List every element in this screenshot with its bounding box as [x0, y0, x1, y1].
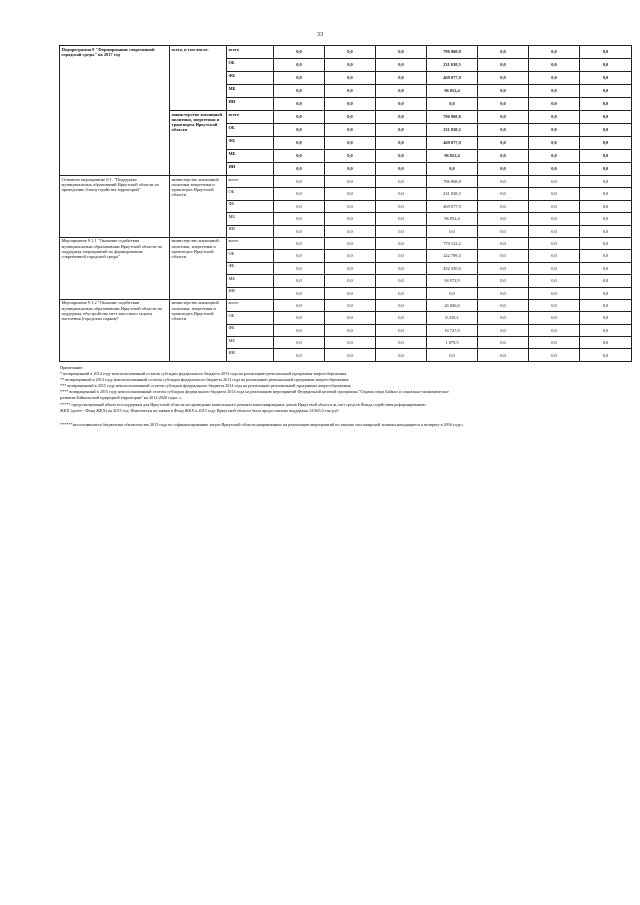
value-cell: 0,0	[478, 188, 529, 200]
value-cell: 0,0	[274, 225, 325, 237]
value-cell: 0,0	[478, 213, 529, 225]
note-line: **** возвращенный в 2015 году неиспользованный остаток субсидии федерального бюджета 2014 года на реализацию мероприятий Федеральной целевой программы "Охрана озера Байкал и социально-экономическое	[60, 389, 449, 395]
performer-cell: министерство жилищной политики, энергетики и транспорта Иркутской области	[170, 111, 227, 176]
value-cell: 0,0	[376, 59, 427, 72]
funding-source-cell: МБ	[227, 85, 274, 98]
funding-source-cell: всего	[227, 176, 274, 188]
value-cell: 0,0	[325, 349, 376, 361]
value-cell: 0,0	[478, 59, 529, 72]
budget-table	[59, 45, 632, 362]
value-cell: 0,0	[478, 349, 529, 361]
value-cell: 0,0	[325, 163, 376, 176]
value-cell: 0,0	[274, 72, 325, 85]
funding-source-cell: ИИ	[227, 98, 274, 111]
funding-source-cell: МБ	[227, 337, 274, 349]
value-cell: 96 852,4	[427, 150, 478, 163]
value-cell: 0,0	[478, 124, 529, 137]
value-cell: 796 968,8	[427, 46, 478, 59]
value-cell: 0,0	[325, 262, 376, 274]
value-cell: 0,0	[325, 46, 376, 59]
value-cell: 0,0	[529, 46, 580, 59]
value-cell: 0,0	[529, 72, 580, 85]
value-cell: 0,0	[580, 299, 632, 311]
value-cell: 0,0	[580, 59, 632, 72]
value-cell: 0,0	[580, 337, 632, 349]
value-cell: 0,0	[325, 237, 376, 249]
value-cell: 0,0	[478, 72, 529, 85]
value-cell: 0,0	[580, 85, 632, 98]
value-cell: 0,0	[274, 59, 325, 72]
value-cell: 0,0	[274, 275, 325, 287]
value-cell: 0,0	[376, 275, 427, 287]
value-cell: 0,0	[478, 324, 529, 336]
notes-lines	[60, 371, 590, 414]
notes-section	[60, 365, 590, 428]
value-cell: 0,0	[580, 72, 632, 85]
value-cell: 0,0	[427, 287, 478, 299]
value-cell: 0,0	[580, 176, 632, 188]
funding-source-cell: МБ	[227, 150, 274, 163]
value-cell: 0,0	[274, 337, 325, 349]
value-cell: 231 038,5	[427, 59, 478, 72]
value-cell: 0,0	[529, 163, 580, 176]
value-cell: 0,0	[529, 213, 580, 225]
value-cell: 0,0	[274, 299, 325, 311]
value-cell: 0,0	[529, 98, 580, 111]
value-cell: 0,0	[427, 163, 478, 176]
performer-cell: министерство жилищной политики, энергетики и транспорта Иркутской области	[170, 237, 227, 299]
value-cell: 8 239,2	[427, 312, 478, 324]
value-cell: 96 852,4	[427, 85, 478, 98]
value-cell: 0,0	[274, 349, 325, 361]
value-cell: 0,0	[376, 250, 427, 262]
value-cell: 0,0	[529, 275, 580, 287]
note-line: ** возвращенный в 2014 году неиспользованный остаток субсидии федерального бюджета 2013 года на реализацию региональной программы энергосбережения.	[60, 377, 350, 383]
value-cell: 0,0	[376, 225, 427, 237]
value-cell: 0,0	[376, 262, 427, 274]
value-cell: 469 077,9	[427, 72, 478, 85]
value-cell: 0,0	[478, 337, 529, 349]
funding-source-cell: ОБ	[227, 312, 274, 324]
funding-source-cell: ИИ	[227, 163, 274, 176]
value-cell: 0,0	[580, 349, 632, 361]
value-cell: 0,0	[376, 349, 427, 361]
value-cell: 0,0	[274, 324, 325, 336]
value-cell: 0,0	[529, 85, 580, 98]
funding-source-cell: ОБ	[227, 250, 274, 262]
value-cell: 0,0	[376, 150, 427, 163]
value-cell: 0,0	[478, 225, 529, 237]
performer-cell: министерство жилищной политики, энергетики и транспорта Иркутской области	[170, 299, 227, 361]
funding-source-cell: ФБ	[227, 262, 274, 274]
funding-source-cell: МБ	[227, 213, 274, 225]
value-cell: 0,0	[376, 188, 427, 200]
value-cell: 0,0	[376, 111, 427, 124]
note-line: развитие Байкальской природной территории" на 2012-2020 годы. ».	[60, 395, 183, 401]
funding-source-cell: ФБ	[227, 137, 274, 150]
value-cell: 0,0	[274, 150, 325, 163]
value-cell: 0,0	[478, 85, 529, 98]
value-cell: 0,0	[478, 150, 529, 163]
value-cell: 0,0	[325, 85, 376, 98]
value-cell: 0,0	[427, 98, 478, 111]
value-cell: 0,0	[274, 46, 325, 59]
value-cell: 0,0	[478, 176, 529, 188]
value-cell: 0,0	[325, 176, 376, 188]
value-cell: 0,0	[529, 176, 580, 188]
value-cell: 0,0	[376, 46, 427, 59]
value-cell: 0,0	[529, 150, 580, 163]
value-cell: 0,0	[478, 250, 529, 262]
value-cell: 0,0	[376, 98, 427, 111]
value-cell: 796 968,8	[427, 176, 478, 188]
value-cell: 0,0	[274, 124, 325, 137]
value-cell: 0,0	[376, 137, 427, 150]
value-cell: 0,0	[478, 111, 529, 124]
funding-source-cell: МБ	[227, 275, 274, 287]
value-cell: 0,0	[529, 324, 580, 336]
funding-source-cell: ФБ	[227, 324, 274, 336]
funding-source-cell: ОБ	[227, 188, 274, 200]
page-number: 33	[316, 31, 324, 38]
value-cell: 0,0	[529, 250, 580, 262]
program-name-cell: Мероприятие 9.1.1 "Оказание содействия муниципальным образованиям Иркутской области на поддержку мероприятий по формированию современной городской среды"	[60, 237, 170, 299]
value-cell: 0,0	[478, 237, 529, 249]
note-line: ***** предусмотренный объем господдержки для Иркутской области на проведение капитального ремонта многоквартирных домов Иркутской области за счет средств Фонда содействия реформированию	[60, 401, 426, 407]
value-cell: 0,0	[580, 150, 632, 163]
value-cell: 0,0	[580, 312, 632, 324]
value-cell: 0,0	[580, 137, 632, 150]
funding-source-cell: ИИ	[227, 349, 274, 361]
value-cell: 0,0	[325, 299, 376, 311]
value-cell: 0,0	[580, 324, 632, 336]
value-cell: 0,0	[325, 213, 376, 225]
value-cell: 0,0	[580, 262, 632, 274]
value-cell: 0,0	[580, 163, 632, 176]
value-cell: 0,0	[376, 312, 427, 324]
value-cell: 0,0	[274, 262, 325, 274]
value-cell: 0,0	[580, 237, 632, 249]
value-cell: 0,0	[325, 250, 376, 262]
funding-source-cell: всего	[227, 237, 274, 249]
value-cell: 0,0	[325, 111, 376, 124]
program-name-cell: Основное мероприятие 9.1. "Поддержка муниципальных образований Иркутской области по проведению благоустройства территорий"	[60, 176, 170, 238]
value-cell: 0,0	[376, 124, 427, 137]
funding-source-cell: всего	[227, 46, 274, 59]
funding-source-cell: ИИ	[227, 225, 274, 237]
value-cell: 0,0	[274, 312, 325, 324]
value-cell: 0,0	[529, 262, 580, 274]
funding-source-cell: ОБ	[227, 124, 274, 137]
value-cell: 0,0	[478, 137, 529, 150]
value-cell: 96 852,4	[427, 213, 478, 225]
value-cell: 0,0	[325, 72, 376, 85]
value-cell: 0,0	[580, 250, 632, 262]
value-cell: 0,0	[529, 137, 580, 150]
value-cell: 0,0	[274, 163, 325, 176]
value-cell: 0,0	[529, 299, 580, 311]
table-row	[60, 299, 632, 311]
value-cell: 0,0	[478, 46, 529, 59]
value-cell: 0,0	[478, 262, 529, 274]
value-cell: 0,0	[274, 287, 325, 299]
value-cell: 0,0	[274, 200, 325, 212]
value-cell: 0,0	[325, 287, 376, 299]
table-row	[60, 237, 632, 249]
value-cell: 770 122,2	[427, 237, 478, 249]
value-cell: 1 879,5	[427, 337, 478, 349]
value-cell: 0,0	[478, 98, 529, 111]
value-cell: 0,0	[325, 225, 376, 237]
value-cell: 0,0	[478, 287, 529, 299]
value-cell: 0,0	[529, 225, 580, 237]
note-line: *** возвращенный в 2015 году неиспользованный остаток субсидии федерального бюджета 2014 года на реализацию региональной программы энергосбережения.	[60, 383, 352, 389]
value-cell: 0,0	[325, 324, 376, 336]
value-cell: 0,0	[529, 188, 580, 200]
value-cell: 231 038,5	[427, 188, 478, 200]
value-cell: 0,0	[580, 46, 632, 59]
value-cell: 0,0	[376, 299, 427, 311]
value-cell: 0,0	[376, 163, 427, 176]
value-cell: 16 727,9	[427, 324, 478, 336]
funding-source-cell: ОБ	[227, 59, 274, 72]
value-cell: 0,0	[529, 124, 580, 137]
value-cell: 0,0	[580, 225, 632, 237]
value-cell: 0,0	[325, 200, 376, 212]
value-cell: 469 077,9	[427, 200, 478, 212]
funding-source-cell: всего	[227, 111, 274, 124]
value-cell: 469 077,9	[427, 137, 478, 150]
note-line: ЖКХ (далее - Фонд ЖКХ) на 2015 год. Фактически на заявки в Фонд ЖКХ в 2015 году Иркутской области была предоставлена поддержка 14 665,4 тыс.руб	[60, 407, 339, 413]
budget-table-body	[60, 46, 632, 362]
table-row	[60, 176, 632, 188]
value-cell: 0,0	[274, 85, 325, 98]
value-cell: 0,0	[274, 250, 325, 262]
value-cell: 0,0	[325, 275, 376, 287]
value-cell: 0,0	[274, 237, 325, 249]
value-cell: 0,0	[478, 275, 529, 287]
value-cell: 0,0	[478, 312, 529, 324]
value-cell: 0,0	[478, 200, 529, 212]
value-cell: 0,0	[529, 287, 580, 299]
value-cell: 0,0	[376, 287, 427, 299]
value-cell: 0,0	[529, 349, 580, 361]
value-cell: 0,0	[376, 176, 427, 188]
value-cell: 0,0	[274, 188, 325, 200]
value-cell: 222 799,3	[427, 250, 478, 262]
value-cell: 94 972,9	[427, 275, 478, 287]
value-cell: 0,0	[529, 237, 580, 249]
value-cell: 0,0	[580, 275, 632, 287]
value-cell: 26 846,6	[427, 299, 478, 311]
value-cell: 452 350,0	[427, 262, 478, 274]
value-cell: 0,0	[580, 111, 632, 124]
value-cell: 0,0	[325, 312, 376, 324]
value-cell: 0,0	[478, 299, 529, 311]
value-cell: 0,0	[580, 124, 632, 137]
value-cell: 0,0	[376, 200, 427, 212]
value-cell: 0,0	[274, 98, 325, 111]
value-cell: 0,0	[325, 98, 376, 111]
funding-source-cell: ИИ	[227, 287, 274, 299]
value-cell: 0,0	[376, 72, 427, 85]
value-cell: 0,0	[478, 163, 529, 176]
value-cell: 0,0	[274, 176, 325, 188]
value-cell: 0,0	[529, 59, 580, 72]
program-name-cell: Подпрограмма 9 "Формирование современной городской среды" на 2017 год	[60, 46, 170, 176]
value-cell: 0,0	[580, 188, 632, 200]
value-cell: 0,0	[529, 200, 580, 212]
value-cell: 796 968,8	[427, 111, 478, 124]
value-cell: 0,0	[427, 225, 478, 237]
performer-cell: всего, в том числе:	[170, 46, 227, 111]
funding-source-cell: всего	[227, 299, 274, 311]
program-name-cell: Мероприятие 9.1.2 "Оказание содействия муниципальным образованиям Иркутской области на поддержку обустройства мест массового отдыха населения (городских парков)"	[60, 299, 170, 361]
note-line: * возвращенный в 2014 году неиспользованный остаток субсидии федерального бюджета 2013 года на реализацию региональной программы энергосбережения.	[60, 371, 348, 377]
value-cell: 0,0	[580, 98, 632, 111]
table-row	[60, 46, 632, 59]
value-cell: 0,0	[376, 237, 427, 249]
value-cell: 231 038,5	[427, 124, 478, 137]
notes-last-line: ******несостоявшиеся бюджетные обязательства 2015 года по софинансированию затрат Иркутской области,направленных на реализацию мероприятий по закупке пассажирской техники,находящиеся к возврату в 2016 году».	[60, 421, 465, 427]
value-cell: 0,0	[529, 111, 580, 124]
value-cell: 0,0	[376, 85, 427, 98]
value-cell: 0,0	[529, 312, 580, 324]
value-cell: 0,0	[274, 111, 325, 124]
value-cell: 0,0	[325, 150, 376, 163]
value-cell: 0,0	[376, 213, 427, 225]
funding-source-cell: ФБ	[227, 200, 274, 212]
value-cell: 0,0	[580, 287, 632, 299]
value-cell: 0,0	[325, 337, 376, 349]
notes-heading: Примечание:	[60, 365, 84, 370]
value-cell: 0,0	[580, 213, 632, 225]
value-cell: 0,0	[325, 137, 376, 150]
value-cell: 0,0	[580, 200, 632, 212]
value-cell: 0,0	[376, 324, 427, 336]
value-cell: 0,0	[325, 188, 376, 200]
performer-cell: министерство жилищной политики энергетики и транспорта Иркутской области	[170, 176, 227, 238]
value-cell: 0,0	[274, 137, 325, 150]
value-cell: 0,0	[376, 337, 427, 349]
funding-source-cell: ФБ	[227, 72, 274, 85]
value-cell: 0,0	[274, 213, 325, 225]
value-cell: 0,0	[325, 59, 376, 72]
value-cell: 0,0	[325, 124, 376, 137]
value-cell: 0,0	[529, 337, 580, 349]
value-cell: 0,0	[427, 349, 478, 361]
